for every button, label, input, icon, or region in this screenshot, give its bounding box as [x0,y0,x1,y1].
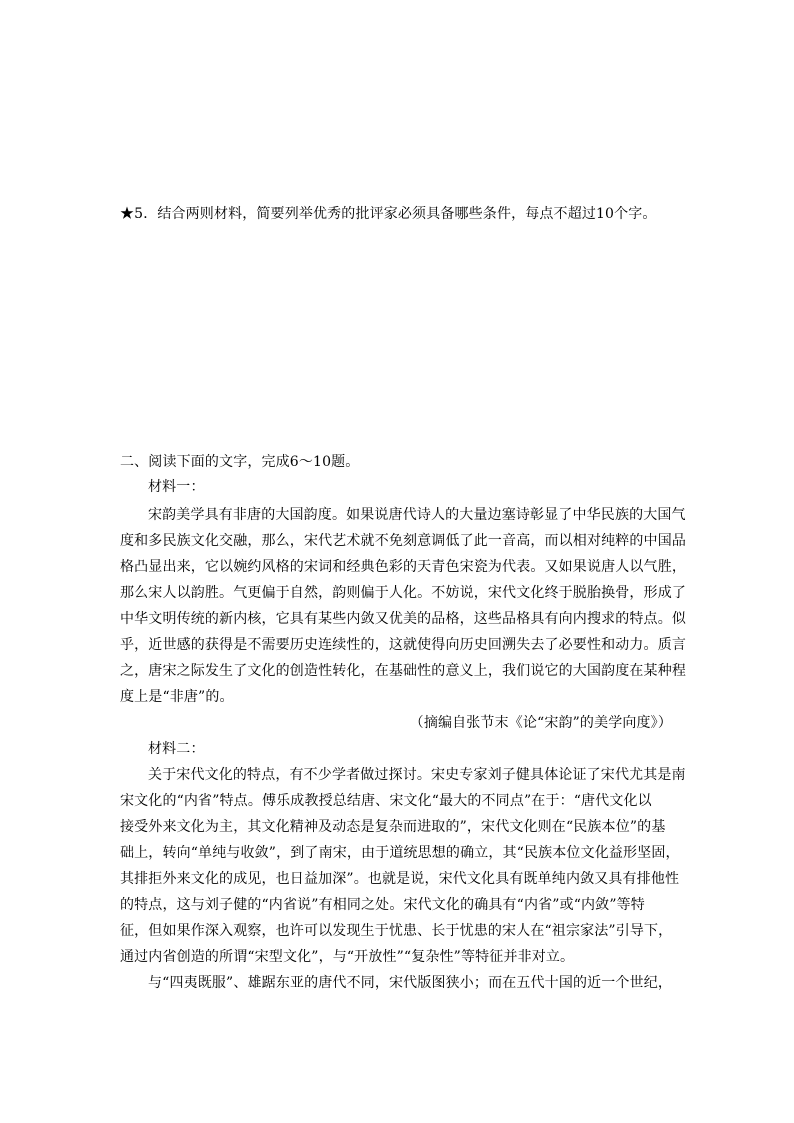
material-2-line: 接受外来文化为主，其文化精神及动态是复杂而进取的”，宋代文化则在“民族本位”的基 [120,819,666,835]
material-1-line: 宋韵美学具有非唐的大国韵度。如果说唐代诗人的大量边塞诗彰显了中华民族的大国气 [148,507,686,523]
material-1-label: 材料一： [148,479,205,495]
material-1-line: 之，唐宋之际发生了文化的创造性转化，在基础性的意义上，我们说它的大国韵度在某种程 [120,663,686,679]
section-2-title: 二、阅读下面的文字，完成6～10题。 [120,454,360,470]
material-2-line: 关于宋代文化的特点，有不少学者做过探讨。宋史专家刘子健具体论证了宋代尤其是南 [148,767,686,783]
material-2-line: 与“四夷既服”、雄踞东亚的唐代不同，宋代版图狭小；而在五代十国的近一个世纪， [148,975,673,991]
material-1-line: 乎，近世感的获得是不需要历史连续性的，这就使得向历史回溯失去了必要性和动力。质言 [120,637,686,653]
material-1-line: 度上是“非唐”的。 [120,689,234,705]
question-5: ★5．结合两则材料，简要列举优秀的批评家必须具备哪些条件，每点不超过10个字。 [120,206,657,222]
material-2-line: 其排拒外来文化的成见，也日益加深”。也就是说，宋代文化具有既单纯内敛又具有排他性 [120,871,680,887]
material-1-line: 格凸显出来，它以婉约风格的宋词和经典色彩的天青色宋瓷为代表。又如果说唐人以气胜， [120,559,686,575]
material-2-label: 材料二： [148,741,205,757]
material-1-line: 那么宋人以韵胜。气更偏于自然，韵则偏于人化。不妨说，宋代文化终于脱胎换骨，形成了 [120,585,686,601]
material-1-line: 中华文明传统的新内核，它具有某些内敛又优美的品格，这些品格具有向内搜求的特点。似 [120,611,686,627]
material-2-line: 通过内省创造的所谓“宋型文化”，与“开放性”“复杂性”等特征并非对立。 [120,949,575,965]
material-1-line: 度和多民族文化交融，那么，宋代艺术就不免刻意调低了此一音高，而以相对纯粹的中国品 [120,533,686,549]
material-2-line: 的特点，这与刘子健的“内省说”有相同之处。宋代文化的确具有“内省”或“内敛”等特 [120,897,645,913]
material-2-line: 征，但如果作深入观察，也许可以发现生于忧患、长于忧患的宋人在“祖宗家法”引导下， [120,923,673,939]
material-1-source: （摘编自张节末《论“宋韵”的美学向度》） [409,715,672,731]
material-2-line: 础上，转向“单纯与收敛”，到了南宋，由于道统思想的确立，其“民族本位文化益形坚固， [120,845,680,861]
material-2-line: 宋文化的“内省”特点。傅乐成教授总结唐、宋文化“最大的不同点”在于：“唐代文化以 [120,793,652,809]
